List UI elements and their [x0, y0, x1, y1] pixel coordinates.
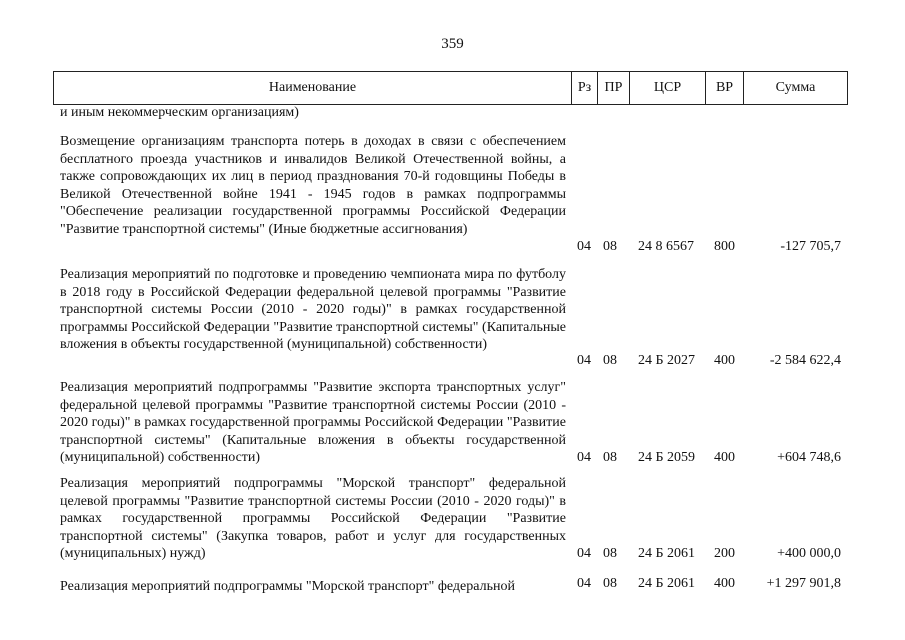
row-csr: 24 Б 2061: [638, 576, 696, 591]
row-csr: 24 Б 2027: [638, 353, 696, 368]
row-description: Реализация мероприятий подпрограммы "Развитие экспорта транспортных услуг" федеральной целевой программы "Развитие транспортной системы России (2010 - 2020 годы)" в рамках государственной программы Российской Федерации "Развитие транспортной системы" (Капитальные вложения в объекты государственной (муниципальной) собственности): [60, 380, 566, 465]
row-rz: 04: [577, 239, 591, 254]
row-pr: 08: [603, 450, 617, 465]
row-description: Реализация мероприятий по подготовке и проведению чемпионата мира по футболу в 2018 году в Российской Федерации федеральной целевой программы "Развитие транспортной системы России (2010 - 2020 годы)" в рамках государственной программы Российской Федерации "Развитие транспортной системы" (Капитальные вложения в объекты государственной (муниципальной) собственности): [60, 267, 566, 352]
row-sum: +1 297 901,8: [766, 576, 841, 591]
header-pr: ПР: [597, 72, 629, 104]
row-pr: 08: [603, 239, 617, 254]
page-number: 359: [441, 36, 464, 52]
row-csr: 24 Б 2059: [638, 450, 696, 465]
row-description: Реализация мероприятий подпрограммы "Морской транспорт" федеральной целевой программы "Развитие транспортной системы России (2010 - 2020 годы)" в рамках государственной программы Российской Федерации "Развитие транспортной системы" (Закупка товаров, работ и услуг для государственных (муниципальных) нужд): [60, 476, 566, 561]
row-vr: 400: [714, 450, 735, 465]
row-description: Реализация мероприятий подпрограммы "Морской транспорт" федеральной: [60, 579, 515, 594]
header-vr: ВР: [705, 72, 743, 104]
header-rz: Рз: [571, 72, 597, 104]
row-pr: 08: [603, 546, 617, 561]
continuation-text: и иным некоммерческим организациям): [60, 105, 299, 120]
row-rz: 04: [577, 546, 591, 561]
row-vr: 200: [714, 546, 735, 561]
row-sum: -127 705,7: [780, 239, 841, 254]
header-sum: Сумма: [743, 72, 847, 104]
row-vr: 400: [714, 576, 735, 591]
row-vr: 800: [714, 239, 735, 254]
row-sum: +604 748,6: [777, 450, 841, 465]
row-sum: +400 000,0: [777, 546, 841, 561]
row-csr: 24 8 6567: [638, 239, 694, 254]
header-name: Наименование: [268, 80, 357, 95]
row-pr: 08: [603, 353, 617, 368]
row-rz: 04: [577, 450, 591, 465]
row-csr: 24 Б 2061: [638, 546, 696, 561]
row-pr: 08: [603, 576, 617, 591]
row-description: Возмещение организациям транспорта потерь в доходах в связи с обеспечением бесплатного проезда участников и инвалидов Великой Отечественной войны, а также сопровождающих их лиц в период празднования 70-й годовщины Победы в Великой Отечественной войне 1941 - 1945 годов в рамках подпрограммы "Обеспечение реализации государственной программы Российской Федерации "Развитие транспортной системы" (Иные бюджетные ассигнования): [60, 134, 566, 237]
row-sum: -2 584 622,4: [769, 353, 841, 368]
row-vr: 400: [714, 353, 735, 368]
row-rz: 04: [577, 353, 591, 368]
row-rz: 04: [577, 576, 591, 591]
header-csr: ЦСР: [629, 72, 705, 104]
